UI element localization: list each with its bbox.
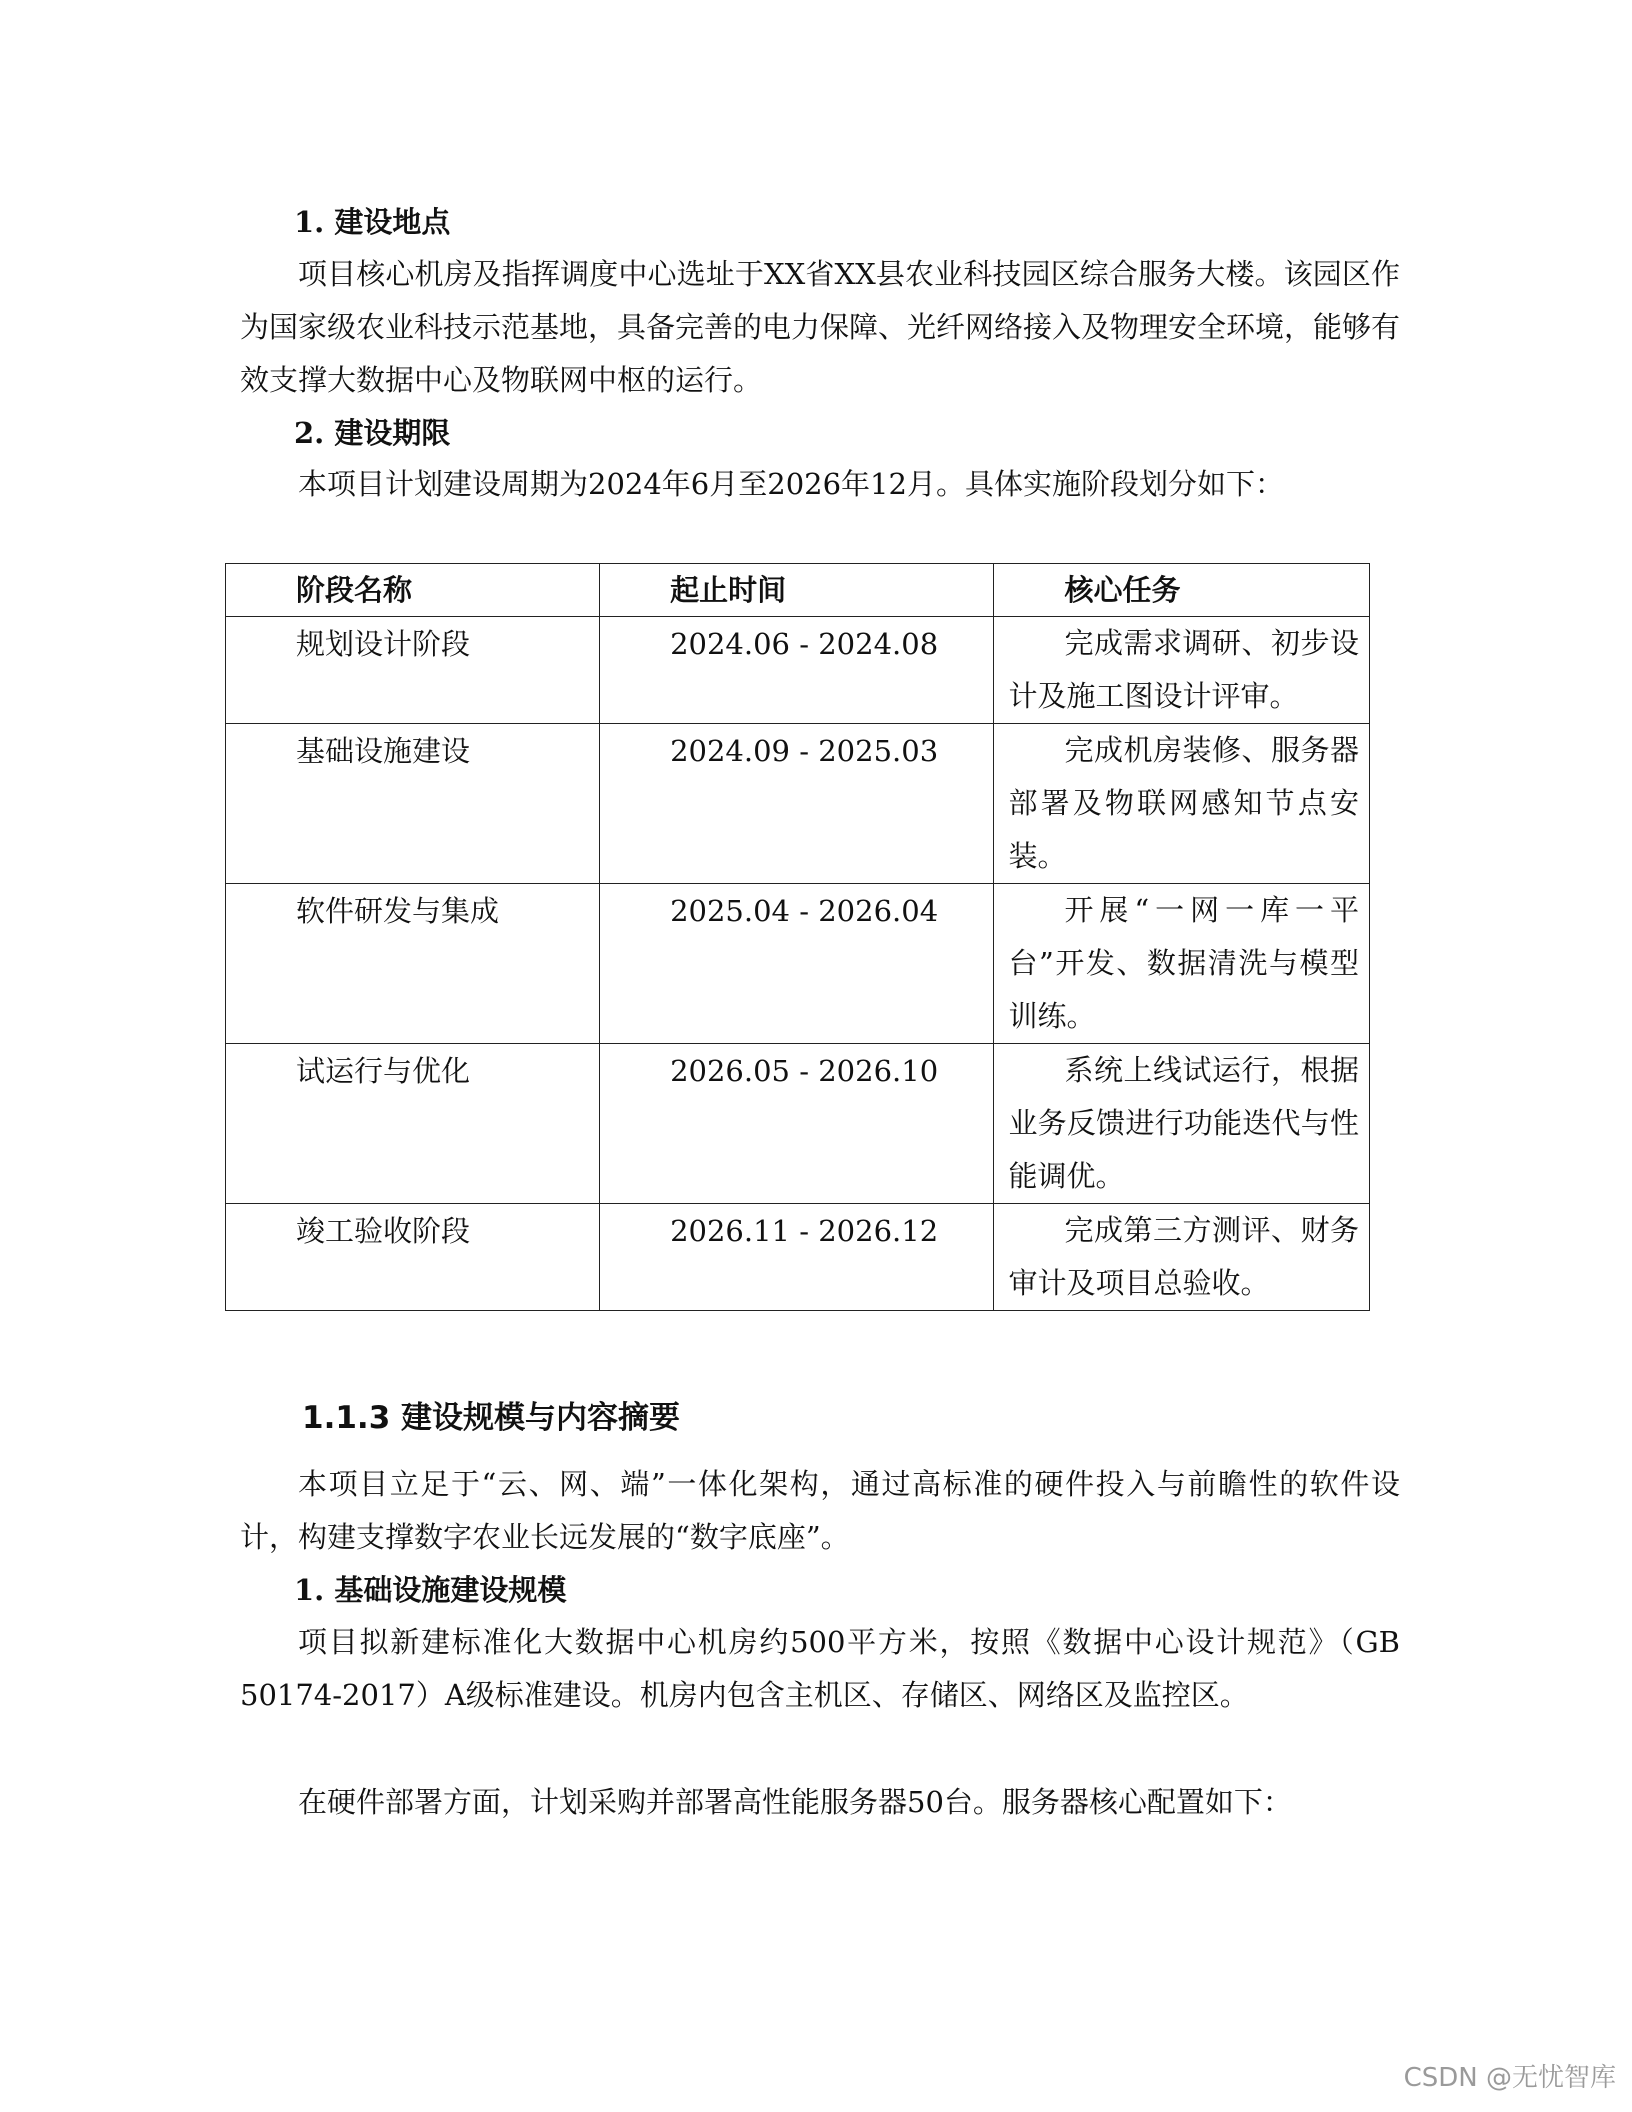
phase-period: 2026.11 - 2026.12 (670, 1214, 939, 1248)
phase-period: 2025.04 - 2026.04 (670, 894, 939, 928)
infra-paragraph: 项目拟新建标准化大数据中心机房约500平方米，按照《数据中心设计规范》（GB 50174-2017）A级标准建设。机房内包含主机区、存储区、网络区及监控区。 (240, 1625, 1400, 1712)
table-row (226, 1044, 1370, 1204)
phase-name: 规划设计阶段 (296, 627, 471, 661)
period-paragraph: 本项目计划建设周期为2024年6月至2026年12月。具体实施阶段划分如下： (298, 467, 1284, 501)
phase-period: 2024.09 - 2025.03 (670, 734, 939, 768)
infra-heading: 1. 基础设施建设规模 (294, 1573, 567, 1607)
phase-name: 竣工验收阶段 (296, 1214, 471, 1248)
phase-table (225, 563, 1370, 1311)
header-phase-name: 阶段名称 (226, 564, 600, 617)
phase-task: 完成第三方测评、财务审计及项目总验收。 (1008, 1213, 1359, 1300)
table-row (226, 724, 1370, 884)
phase-period: 2024.06 - 2024.08 (670, 627, 939, 661)
table-row (226, 884, 1370, 1044)
phase-task: 开展“一网一库一平台”开发、数据清洗与模型训练。 (1008, 893, 1359, 1033)
phase-period: 2026.05 - 2026.10 (670, 1054, 939, 1088)
period-heading: 2. 建设期限 (294, 416, 451, 450)
phase-task: 系统上线试运行，根据业务反馈进行功能迭代与性能调优。 (1008, 1053, 1359, 1193)
phase-name: 基础设施建设 (296, 734, 471, 768)
table-row (226, 617, 1370, 724)
phase-name: 试运行与优化 (296, 1054, 471, 1088)
header-core-task: 核心任务 (994, 564, 1370, 617)
location-paragraph: 项目核心机房及指挥调度中心选址于XX省XX县农业科技园区综合服务大楼。该园区作为国家级农业科技示范基地，具备完善的电力保障、光纤网络接入及物理安全环境，能够有效支撑大数据中心及物联网中枢的运行。 (240, 257, 1401, 397)
table-row (226, 1204, 1370, 1311)
header-period: 起止时间 (600, 564, 994, 617)
table-header-row (226, 564, 1370, 617)
hardware-paragraph: 在硬件部署方面，计划采购并部署高性能服务器50台。服务器核心配置如下： (298, 1785, 1292, 1819)
watermark: CSDN @无忧智库 (1403, 2063, 1616, 2093)
phase-name: 软件研发与集成 (296, 894, 500, 928)
phase-task: 完成机房装修、服务器部署及物联网感知节点安装。 (1008, 733, 1359, 873)
phase-task: 完成需求调研、初步设计及施工图设计评审。 (1008, 626, 1359, 713)
intro-paragraph: 本项目立足于“云、网、端”一体化架构，通过高标准的硬件投入与前瞻性的软件设计，构建支撑数字农业长远发展的“数字底座”。 (240, 1467, 1400, 1554)
location-heading: 1. 建设地点 (294, 205, 451, 239)
section-title: 1.1.3 建设规模与内容摘要 (302, 1400, 681, 1436)
